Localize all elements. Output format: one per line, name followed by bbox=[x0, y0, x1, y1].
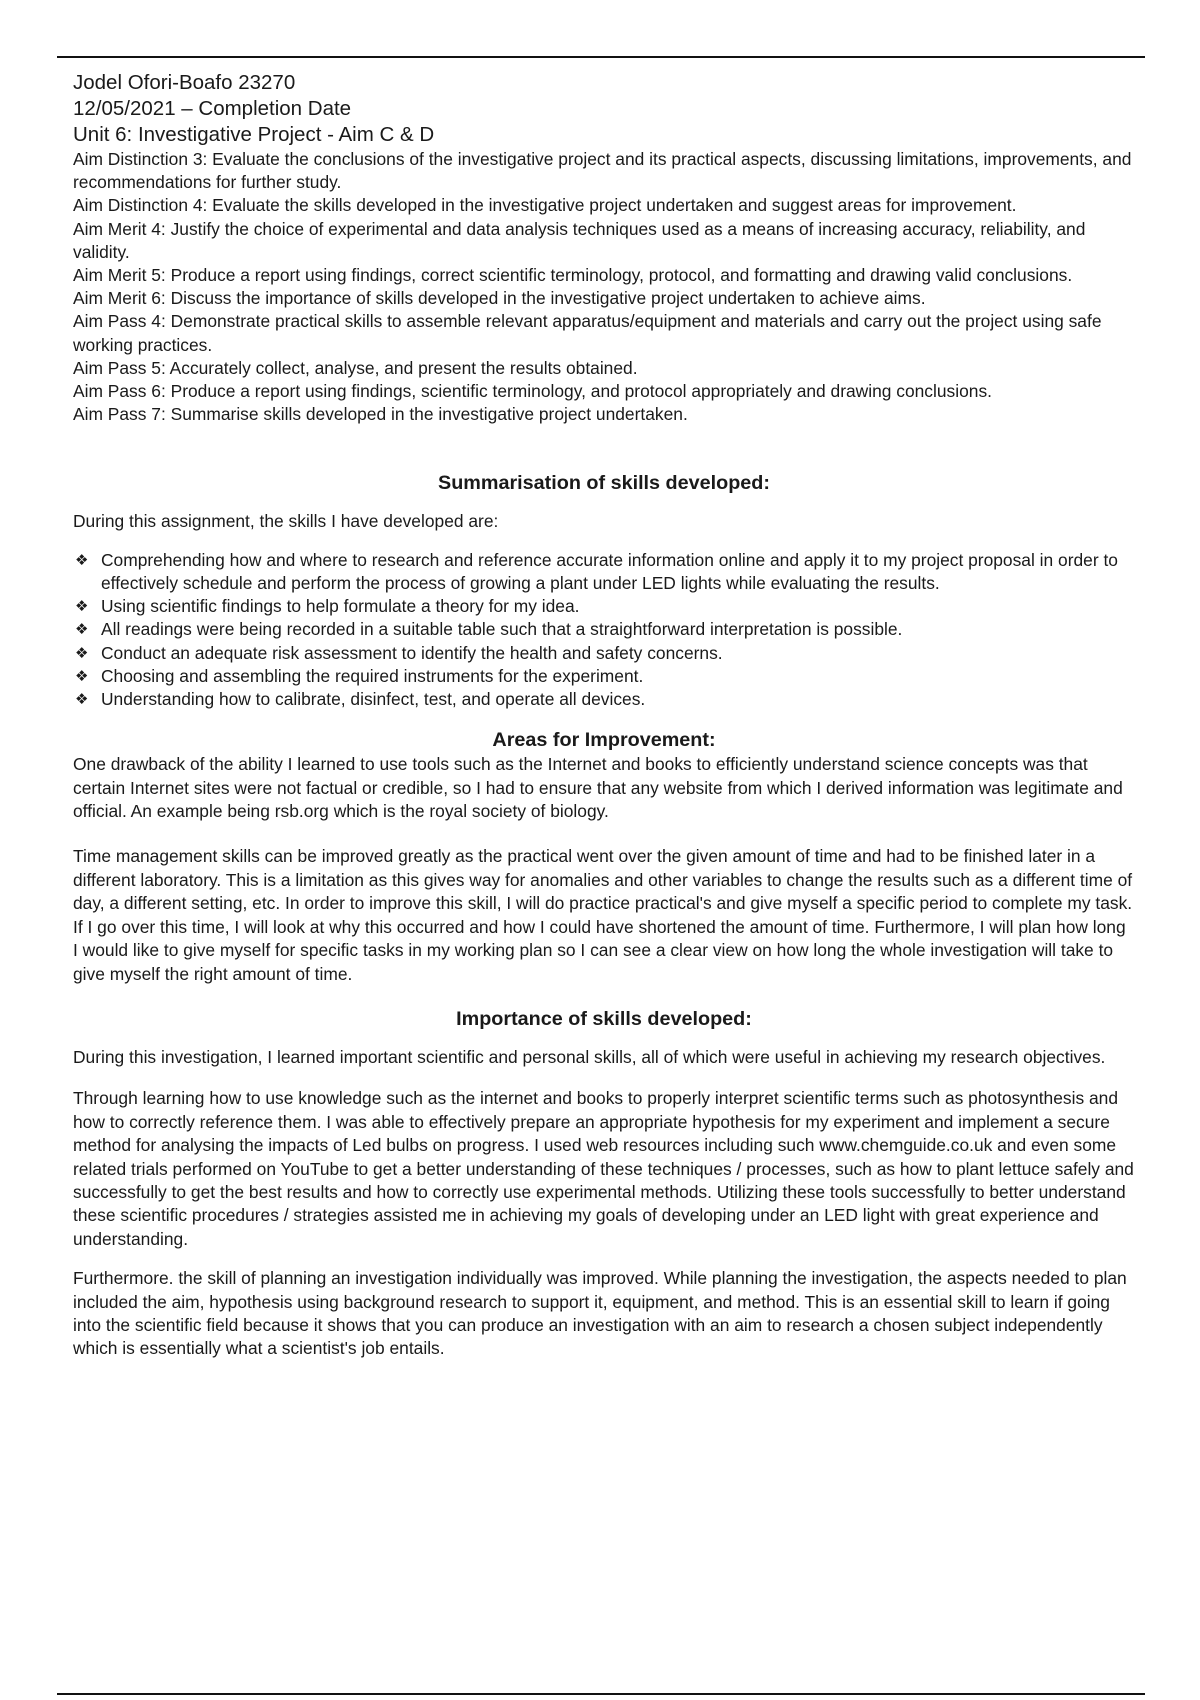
aim-item: Aim Distinction 4: Evaluate the skills developed in the investigative project undertaken and suggest areas for improvement. bbox=[73, 195, 1017, 216]
diamond-bullet-icon: ❖ bbox=[75, 621, 89, 639]
diamond-bullet-icon: ❖ bbox=[75, 667, 89, 685]
skills-heading: Summarisation of skills developed: bbox=[438, 472, 770, 495]
skill-item: ❖ Choosing and assembling the required instruments for the experiment. bbox=[73, 665, 1135, 688]
skills-list bbox=[73, 549, 1135, 711]
aim-item: Aim Pass 7: Summarise skills developed in the investigative project undertaken. bbox=[73, 404, 688, 425]
importance-paragraph: Through learning how to use knowledge such as the internet and books to properly interpret scientific terms such as photosynthesis and how to correctly reference them. I was able to effectively prepare an appropriate hypothesis for my experiment and implement a secure method for analysing the impacts of Led bulbs on progress. I used web resources including such www.chemguide.co.uk and even some related trials performed on YouTube to get a better understanding of these techniques / processes, such as how to plant lettuce safely and successfully to get the best results and how to correctly use experimental methods. Utilizing these tools successfully to better understand these scientific procedures / strategies assisted me in achieving my goals of developing under an LED light with great experience and understanding. bbox=[73, 1088, 1134, 1249]
author-line: Jodel Ofori-Boafo 23270 bbox=[73, 71, 296, 94]
importance-paragraph: Furthermore. the skill of planning an investigation individually was improved. While planning the investigation, the aspects needed to plan included the aim, hypothesis using background research to support it, equipment, and method. This is an essential skill to learn if going into the scientific field because it shows that you can produce an investigation with an aim to research a chosen subject independently which is essentially what a scientist's job entails. bbox=[73, 1268, 1127, 1359]
document-page bbox=[73, 70, 1135, 1361]
date-line: 12/05/2021 – Completion Date bbox=[73, 97, 352, 120]
aim-item: Aim Merit 5: Produce a report using findings, correct scientific terminology, protocol, and formatting and drawing valid conclusions. bbox=[73, 265, 1073, 286]
aim-item: Aim Pass 5: Accurately collect, analyse, and present the results obtained. bbox=[73, 357, 638, 378]
diamond-bullet-icon: ❖ bbox=[75, 691, 89, 709]
aims-list bbox=[73, 148, 1135, 426]
diamond-bullet-icon: ❖ bbox=[75, 644, 89, 662]
aim-item: Aim Pass 4: Demonstrate practical skills to assemble relevant apparatus/equipment and materials and carry out the project using safe working practices. bbox=[73, 311, 1102, 355]
skill-item: ❖ Understanding how to calibrate, disinfect, test, and operate all devices. bbox=[73, 688, 1135, 711]
improvement-heading: Areas for Improvement: bbox=[492, 729, 716, 752]
diamond-bullet-icon: ❖ bbox=[75, 598, 89, 616]
skill-item: ❖ Using scientific findings to help formulate a theory for my idea. bbox=[73, 595, 1135, 618]
skills-intro: During this assignment, the skills I have developed are: bbox=[73, 511, 499, 532]
improvement-paragraph: Time management skills can be improved greatly as the practical went over the given amount of time and had to be finished later in a different laboratory. This is a limitation as this gives way for anomalies and other variables to change the results such as a different time of day, a different setting, etc. In order to improve this skill, I will do practice practical's and give myself a specific period to complete my task. If I go over this time, I will look at why this occurred and how I could have shortened the amount of time. Furthermore, I will plan how long I would like to give myself for specific tasks in my working plan so I can see a clear view on how long the whole investigation will take to give myself the right amount of time. bbox=[73, 846, 1133, 984]
skill-item: ❖ Comprehending how and where to research and reference accurate information online and apply it to my project proposal in order to effectively schedule and perform the process of growing a plant under LED lights while evaluating the results. bbox=[75, 549, 1118, 594]
importance-paragraph: During this investigation, I learned important scientific and personal skills, all of which were useful in achieving my research objectives. bbox=[73, 1046, 1106, 1067]
importance-heading: Importance of skills developed: bbox=[456, 1007, 752, 1030]
aim-item: Aim Distinction 3: Evaluate the conclusions of the investigative project and its practical aspects, discussing limitations, improvements, and recommendations for further study. bbox=[73, 149, 1132, 193]
unit-title: Unit 6: Investigative Project - Aim C & D bbox=[73, 123, 435, 146]
skill-item: ❖ All readings were being recorded in a suitable table such that a straightforward interpretation is possible. bbox=[73, 618, 1135, 641]
improvement-paragraph: One drawback of the ability I learned to use tools such as the Internet and books to efficiently understand science concepts was that certain Internet sites were not factual or credible, so I had to ensure that any website from which I derived information was legitimate and official. An example being rsb.org which is the royal society of biology. bbox=[73, 754, 1123, 822]
diamond-bullet-icon: ❖ bbox=[75, 551, 89, 569]
top-rule bbox=[57, 56, 1145, 58]
bottom-rule bbox=[57, 1693, 1145, 1695]
aim-item: Aim Merit 6: Discuss the importance of skills developed in the investigative project undertaken to achieve aims. bbox=[73, 288, 926, 309]
skill-item: ❖ Conduct an adequate risk assessment to identify the health and safety concerns. bbox=[73, 642, 1135, 665]
aim-item: Aim Pass 6: Produce a report using findings, scientific terminology, and protocol appropriately and drawing conclusions. bbox=[73, 381, 992, 402]
aim-item: Aim Merit 4: Justify the choice of experimental and data analysis techniques used as a means of increasing accuracy, reliability, and validity. bbox=[73, 218, 1086, 262]
